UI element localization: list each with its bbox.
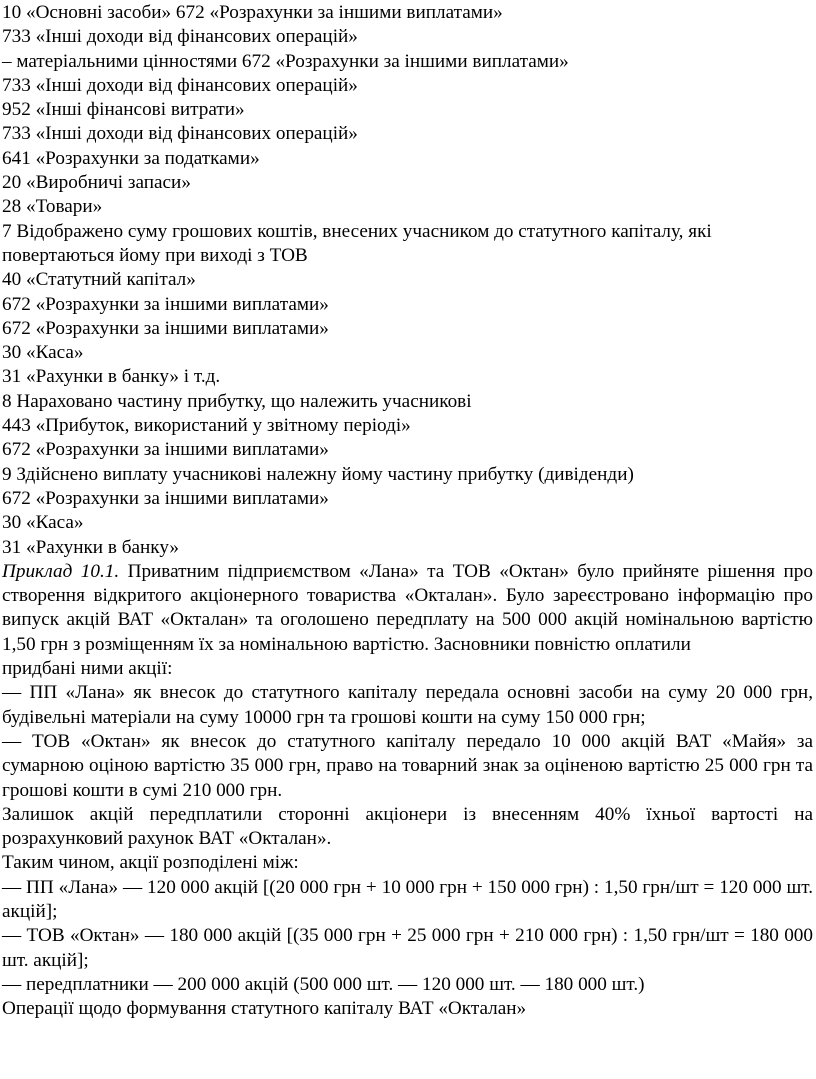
text-line: 31 «Рахунки в банку» і т.д. <box>2 366 221 388</box>
text-line: 30 «Каса» <box>2 512 84 534</box>
example-paragraph <box>2 560 813 657</box>
item-7-paragraph: 7 Відображено суму грошових коштів, внесених учасником до статутного капіталу, які повертаються йому при виході з ТОВ <box>2 220 712 266</box>
text-line: 733 «Інші доходи від фінансових операцій» <box>2 123 358 145</box>
text-paragraph: — ТОВ «Октан» як внесок до статутного капіталу передало 10 000 акцій ВАТ «Майя» за сумарною оціною вартістю 35 000 грн, право на товарний знак за оціненою вартістю 25 000 грн та грошові кошти в сумі 210 000 грн. <box>2 730 813 801</box>
text-line: 733 «Інші доходи від фінансових операцій» <box>2 26 358 48</box>
document-page <box>0 1 816 1079</box>
text-line: 31 «Рахунки в банку» <box>2 536 179 558</box>
text-paragraph: — ТОВ «Октан» — 180 000 акцій [(35 000 грн + 25 000 грн + 210 000 грн) : 1,50 грн/шт = 180 000 шт. акцій]; <box>2 925 813 971</box>
text-paragraph: Залишок акцій передплатили сторонні акціонери із внесенням 40% їхньої вартості на розрахунковий рахунок ВАТ «Окталан». <box>2 803 813 850</box>
text-line: 952 «Інші фінансові витрати» <box>2 99 245 121</box>
text-line: 672 «Розрахунки за іншими виплатами» <box>2 317 329 339</box>
text-line: 20 «Виробничі запаси» <box>2 172 191 194</box>
text-line: 672 «Розрахунки за іншими виплатами» <box>2 487 329 509</box>
text-line: 40 «Статутний капітал» <box>2 269 196 291</box>
text-line: 672 «Розрахунки за іншими виплатами» <box>2 293 329 315</box>
text-line: 28 «Товари» <box>2 196 103 218</box>
text-paragraph: — ПП «Лана» як внесок до статутного капіталу передала основні засоби на суму 20 000 грн, будівельні матеріали на суму 10000 грн та грошові кошти на суму 150 000 грн; <box>2 682 813 728</box>
text-line: 10 «Основні засоби» 672 «Розрахунки за іншими виплатами» <box>2 2 503 23</box>
text-paragraph: Таким чином, акції розподілені між: <box>2 852 299 874</box>
example-text: Приватним підприємством «Лана» та ТОВ «Октан» було прийняте рішення про створення відкритого акціонерного товариства «Окталан». Було зареєстровано інформацію про випуск акцій ВАТ «Окталан» та оголошено передплату на 500 000 акцій номінальною вартістю 1,50 грн з розміщенням їх за номінальною вартістю. Засновники повністю оплатили <box>2 560 813 655</box>
text-paragraph: — передплатники — 200 000 акцій (500 000 шт. — 120 000 шт. — 180 000 шт.) <box>2 973 645 995</box>
text-paragraph: Операції щодо формування статутного капіталу ВАТ «Окталан» <box>2 998 527 1020</box>
text-line: 443 «Прибуток, використаний у звітному періоді» <box>2 415 411 437</box>
text-line: 8 Нараховано частину прибутку, що належить учасникові <box>2 390 472 412</box>
text-line: – матеріальними цінностями 672 «Розрахунки за іншими виплатами» <box>2 50 569 72</box>
text-line: 672 «Розрахунки за іншими виплатами» <box>2 439 329 461</box>
text-line: 733 «Інші доходи від фінансових операцій» <box>2 74 358 96</box>
text-paragraph: — ПП «Лана» — 120 000 акцій [(20 000 грн + 10 000 грн + 150 000 грн) : 1,50 грн/шт = 120 000 шт. акцій]; <box>2 876 813 922</box>
example-label: Приклад 10.1. <box>2 560 120 582</box>
text-line: 30 «Каса» <box>2 342 84 364</box>
text-line: 641 «Розрахунки за податками» <box>2 147 260 169</box>
text-paragraph: придбані ними акції: <box>2 658 173 680</box>
text-line: 9 Здійснено виплату учасникові належну йому частину прибутку (дивіденди) <box>2 463 634 485</box>
